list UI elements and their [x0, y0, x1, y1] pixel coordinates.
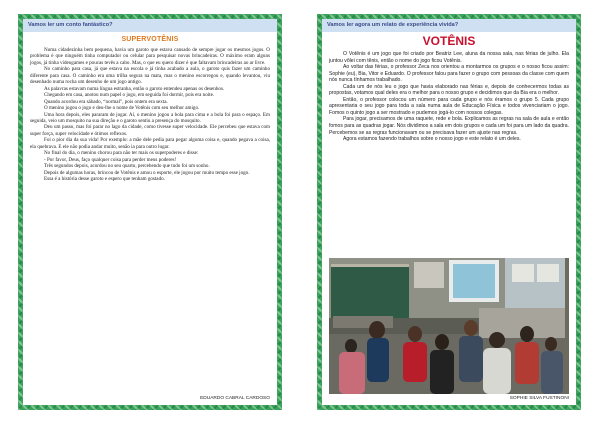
report-text — [322, 51, 576, 143]
story-paragraph: Depois de algumas horas, brincou de Votênis e amou o esporte, ele jogou por muito tempo esse jogo. — [44, 169, 250, 176]
report-paragraph: Ao voltar das férias, o professor Zeca nos orientou a montarmos os grupos e o nosso ficou assim: Sophie (eu), Bia, Vitor e Eduardo. O professor falou para fazer o grupo com pessoas da classe com quem nós nunca tínhamos trabalhado. — [329, 64, 569, 84]
story-paragraph: No caminho para casa, já que estava na escola e já tinha acabado a aula, o garoto quis fazer um caminho diferente para casa. O caminho era uma trilha segura na mata, mas o menino escorregou e, quando levantou, viu desenhado numa rocha um desenho de um jogo antigo. — [30, 66, 270, 86]
story-paragraph: Três segundos depois, acordou no seu quarto, percebendo que tudo foi um sonho. — [44, 163, 210, 170]
story-paragraph: No final do dia, o menino chorou para não ter mais os superpoderes e disse: — [44, 150, 199, 157]
right-page-title: VOTÊNIS — [422, 34, 476, 48]
report-paragraph: O Votênis é um jogo que foi criado por Beatriz Lee, aluna da nossa sala, nas férias de julho. Ela juntou vôlei com tênis, então o nome do jogo ficou Votênis. — [329, 51, 569, 64]
right-page — [317, 14, 581, 410]
report-paragraph: Para jogar, precisamos de uma raquete, rede e bola. Explicamos as regras na sala de aula e então fomos para as quadras jogar. Nós dividimos a sala em dois grupos e cada um foi para um lado da quadra. Percebemos se as regras funcionavam ou se precisava fazer um ajuste nas regras. — [329, 116, 569, 136]
story-paragraph: - Por favor, Deus, faço qualquer coisa para perder meus poderes! — [44, 156, 177, 163]
right-page-content — [322, 19, 576, 405]
story-paragraph: Essa é a história desse garoto e espero que tenham gostado. — [44, 176, 165, 183]
story-paragraph: Deu um passo, mas foi parar no lago da cidade, como tivesse super velocidade. Ele percebeu que estava com super força, super velocidade e ótimos reflexos. — [30, 124, 270, 137]
left-page-title: SUPERVOTÊNIS — [121, 36, 179, 43]
left-page-header: Vamos ler um conto fantástico? — [23, 19, 277, 32]
story-paragraph: Numa cidadezinha bem pequena, havia um garoto que estava cansado de sempre jogar os mesmos jogos. O problema é que ninguém tinha computador ou celular para pesquisar novas brincadeiras. O máximo eram alguns jogos, já tinha videogames e poucas tevês a cabo. Mas, o que eu quero dizer é que faltavam brincadeiras ao ar livre. — [30, 47, 270, 66]
story-paragraph: Uma hora depois, eles pararam de jogar. Aí, o menino jogou a bola para cima e a bola foi para o espaço. Em seguida, veio um mosquito na sua direção e o garoto sentiu a presença do mosquito. — [30, 111, 270, 124]
story-paragraph: Chegando em casa, anotou num papel o jogo, em seguida foi dormir, pois era noite. — [44, 92, 215, 99]
report-paragraph: Então, o professor colocou um número para cada grupo e nós éramos o grupo 5. Cada grupo apresentaria o seu jogo para toda a sala numa aula de Educação Física e todos vivenciariam o jogo. Fomos o quinto jogo a ser mostrado e pudemos jogá-lo com nossos colegas. — [329, 96, 569, 116]
story-paragraph: Quando acordou era sábado, “normal”, pois ontem era sexta. — [44, 98, 168, 105]
left-page — [18, 14, 282, 410]
story-paragraph: Foi o pior dia da sua vida! Por exemplo: a mãe dele pedia para pegar alguma coisa e, quando pegava a coisa, ela quebrava. E ele não podia andar muito, senão ia para outro lugar. — [30, 137, 270, 150]
right-page-header: Vamos ler agora um relato de experiência vivida? — [322, 19, 576, 32]
left-page-content — [23, 19, 277, 405]
report-paragraph: Agora estamos fazendo trabalhos sobre o nosso jogo e este relato é um deles. — [343, 136, 521, 143]
story-text — [23, 47, 277, 183]
classroom-photo — [329, 258, 569, 394]
classroom-photo-illustration — [329, 258, 565, 394]
report-paragraph: Cada um de nós leu o jogo que havia elaborado nas férias e, depois de conhecermos todas as propostas, votamos qual deles era o melhor para o nosso grupo e decidimos que da Bia era o melhor. — [329, 83, 569, 97]
story-paragraph: O menino jogou o jogo e deu-lhe o nome de Votênis com seu melhor amigo. — [44, 105, 200, 112]
story-paragraph: As palavras estavam numa língua estranha, então o garoto entendeu apenas os desenhos. — [44, 85, 225, 92]
right-page-signature: SOPHIE SILVA FUSTINONI — [509, 396, 569, 401]
left-page-signature: EDUARDO CABRAL CARDOSO — [200, 396, 270, 401]
